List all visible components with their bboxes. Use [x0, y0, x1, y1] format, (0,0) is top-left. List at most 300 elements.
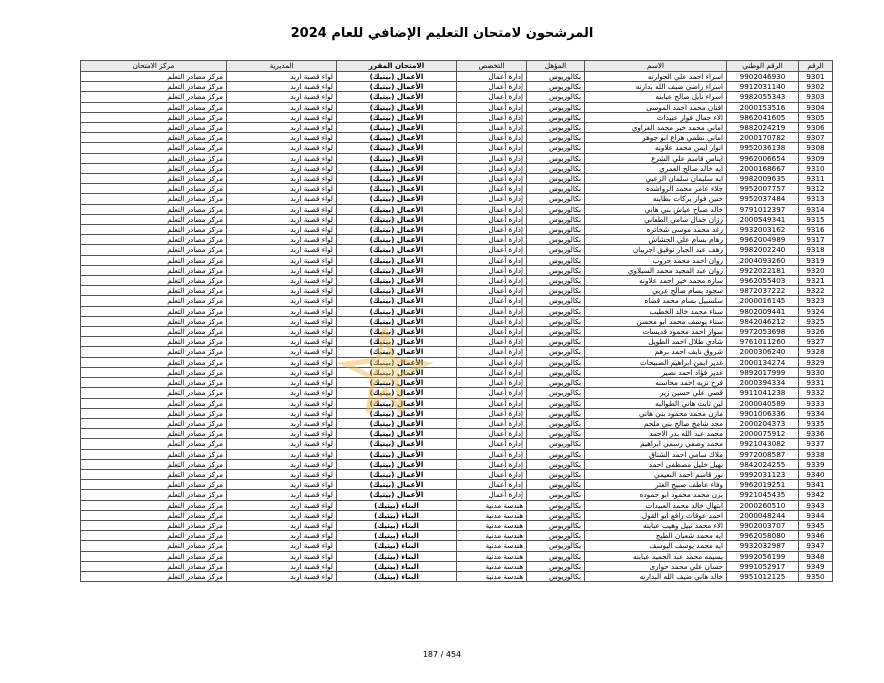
cell-national-id: 9892017999	[727, 367, 799, 377]
cell-name: محمد عبد الله بدر الاحمد	[585, 429, 727, 439]
cell-national-id: 2000394334	[727, 378, 799, 388]
cell-directorate: لواء قصبة اربد	[227, 378, 337, 388]
cell-national-id: 9962019251	[727, 480, 799, 490]
cell-qualification: بكالوريوس	[527, 82, 585, 92]
table-row	[81, 418, 833, 428]
cell-specialization: هندسة مدنية	[457, 541, 527, 551]
cell-national-id: 2000134274	[727, 357, 799, 367]
cell-national-id: 2000549341	[727, 214, 799, 224]
cell-name: سناء محمد خالد الخطيب	[585, 306, 727, 316]
table-body	[81, 72, 833, 582]
cell-exam: الأعمال (بيتيك)	[337, 398, 457, 408]
table-row	[81, 163, 833, 173]
cell-qualification: بكالوريوس	[527, 429, 585, 439]
table-row	[81, 449, 833, 459]
table-row	[81, 469, 833, 479]
cell-qualification: بكالوريوس	[527, 184, 585, 194]
cell-seq: 9313	[799, 194, 833, 204]
cell-national-id: 2000016145	[727, 296, 799, 306]
cell-seq: 9318	[799, 245, 833, 255]
cell-name: ايه سليمان سلمان الزعبي	[585, 174, 727, 184]
cell-exam-center: مركز مصادر التعلم	[81, 469, 227, 479]
cell-national-id: 9902003707	[727, 520, 799, 530]
cell-seq: 9330	[799, 367, 833, 377]
cell-name: رغد محمد موسى شخاتره	[585, 225, 727, 235]
cell-national-id: 9962058080	[727, 531, 799, 541]
cell-seq: 9327	[799, 337, 833, 347]
cell-name: سوار احمد محمود قديسات	[585, 327, 727, 337]
cell-qualification: بكالوريوس	[527, 286, 585, 296]
cell-exam-center: مركز مصادر التعلم	[81, 276, 227, 286]
cell-seq: 9347	[799, 541, 833, 551]
cell-seq: 9312	[799, 184, 833, 194]
cell-name: نهيل خليل مصطفى احمد	[585, 459, 727, 469]
cell-name: احمد عوقات رافع ابو القول	[585, 510, 727, 520]
cell-specialization: إدارة أعمال	[457, 439, 527, 449]
cell-name: اسراء راضي ضيف الله بدارنه	[585, 82, 727, 92]
cell-qualification: بكالوريوس	[527, 551, 585, 561]
cell-directorate: لواء قصبة اربد	[227, 408, 337, 418]
cell-qualification: بكالوريوس	[527, 408, 585, 418]
table-row	[81, 194, 833, 204]
cell-directorate: لواء قصبة اربد	[227, 367, 337, 377]
cell-name: يزن محمد محمود ابو حموده	[585, 490, 727, 500]
cell-seq: 9335	[799, 418, 833, 428]
cell-name: ملاك سامي احمد الشناق	[585, 449, 727, 459]
cell-seq: 9324	[799, 306, 833, 316]
cell-exam: البناء (بيتيك)	[337, 561, 457, 571]
cell-name: ايناس قاسم علي الشرع	[585, 153, 727, 163]
cell-qualification: بكالوريوس	[527, 296, 585, 306]
cell-name: رزان جمال سامي الطعاني	[585, 214, 727, 224]
cell-national-id: 9862041605	[727, 112, 799, 122]
cell-qualification: بكالوريوس	[527, 245, 585, 255]
cell-qualification: بكالوريوس	[527, 194, 585, 204]
cell-national-id: 9962004989	[727, 235, 799, 245]
table-row	[81, 378, 833, 388]
cell-directorate: لواء قصبة اربد	[227, 133, 337, 143]
cell-name: بسيمه محمد عبد الحميد عبابنه	[585, 551, 727, 561]
cell-specialization: هندسة مدنية	[457, 561, 527, 571]
cell-exam-center: مركز مصادر التعلم	[81, 388, 227, 398]
cell-exam: الأعمال (بيتيك)	[337, 408, 457, 418]
cell-qualification: بكالوريوس	[527, 459, 585, 469]
cell-directorate: لواء قصبة اربد	[227, 194, 337, 204]
cell-exam-center: مركز مصادر التعلم	[81, 347, 227, 357]
cell-exam: الأعمال (بيتيك)	[337, 429, 457, 439]
cell-exam-center: مركز مصادر التعلم	[81, 418, 227, 428]
cell-directorate: لواء قصبة اربد	[227, 429, 337, 439]
cell-seq: 9325	[799, 316, 833, 326]
cell-exam-center: مركز مصادر التعلم	[81, 367, 227, 377]
cell-directorate: لواء قصبة اربد	[227, 255, 337, 265]
cell-directorate: لواء قصبة اربد	[227, 276, 337, 286]
cell-qualification: بكالوريوس	[527, 480, 585, 490]
cell-exam: البناء (بيتيك)	[337, 510, 457, 520]
cell-seq: 9350	[799, 571, 833, 581]
cell-name: ايه محمد يوسف اليوسف	[585, 541, 727, 551]
cell-exam: الأعمال (بيتيك)	[337, 316, 457, 326]
table-row	[81, 571, 833, 581]
table-row	[81, 429, 833, 439]
cell-seq: 9323	[799, 296, 833, 306]
cell-directorate: لواء قصبة اربد	[227, 102, 337, 112]
cell-specialization: إدارة أعمال	[457, 296, 527, 306]
header-national-id: الرقم الوطني	[727, 61, 799, 72]
cell-seq: 9322	[799, 286, 833, 296]
cell-exam: الأعمال (بيتيك)	[337, 163, 457, 173]
cell-specialization: إدارة أعمال	[457, 388, 527, 398]
cell-qualification: بكالوريوس	[527, 327, 585, 337]
cell-specialization: إدارة أعمال	[457, 204, 527, 214]
cell-exam: البناء (بيتيك)	[337, 520, 457, 530]
cell-national-id: 9992031123	[727, 469, 799, 479]
cell-national-id: 9802009441	[727, 306, 799, 316]
table-row	[81, 123, 833, 133]
cell-qualification: بكالوريوس	[527, 347, 585, 357]
cell-seq: 9343	[799, 500, 833, 510]
cell-seq: 9320	[799, 265, 833, 275]
cell-specialization: إدارة أعمال	[457, 143, 527, 153]
cell-seq: 9309	[799, 153, 833, 163]
cell-specialization: إدارة أعمال	[457, 163, 527, 173]
table-row	[81, 204, 833, 214]
cell-directorate: لواء قصبة اربد	[227, 72, 337, 82]
table-row	[81, 276, 833, 286]
cell-seq: 9308	[799, 143, 833, 153]
cell-specialization: إدارة أعمال	[457, 327, 527, 337]
cell-exam-center: مركز مصادر التعلم	[81, 112, 227, 122]
cell-qualification: بكالوريوس	[527, 469, 585, 479]
table-row	[81, 551, 833, 561]
cell-national-id: 9872037222	[727, 286, 799, 296]
cell-name: اسراء نايل صالح عبابنه	[585, 92, 727, 102]
table-row	[81, 327, 833, 337]
cell-seq: 9349	[799, 561, 833, 571]
cell-qualification: بكالوريوس	[527, 163, 585, 173]
cell-name: مجد شامخ صالح بني ملحم	[585, 418, 727, 428]
cell-exam-center: مركز مصادر التعلم	[81, 551, 227, 561]
cell-specialization: إدارة أعمال	[457, 255, 527, 265]
cell-exam-center: مركز مصادر التعلم	[81, 255, 227, 265]
cell-qualification: بكالوريوس	[527, 92, 585, 102]
cell-exam-center: مركز مصادر التعلم	[81, 571, 227, 581]
table-row	[81, 153, 833, 163]
cell-seq: 9314	[799, 204, 833, 214]
cell-exam: الأعمال (بيتيك)	[337, 174, 457, 184]
cell-national-id: 9962006654	[727, 153, 799, 163]
cell-name: ايه خالد صالح العمري	[585, 163, 727, 173]
cell-directorate: لواء قصبة اربد	[227, 214, 337, 224]
cell-exam-center: مركز مصادر التعلم	[81, 184, 227, 194]
cell-exam: الأعمال (بيتيك)	[337, 92, 457, 102]
cell-qualification: بكالوريوس	[527, 398, 585, 408]
cell-directorate: لواء قصبة اربد	[227, 143, 337, 153]
cell-qualification: بكالوريوس	[527, 306, 585, 316]
cell-qualification: بكالوريوس	[527, 276, 585, 286]
cell-specialization: إدارة أعمال	[457, 337, 527, 347]
cell-seq: 9319	[799, 255, 833, 265]
cell-specialization: إدارة أعمال	[457, 418, 527, 428]
cell-name: اسراء احمد علي الجوارنه	[585, 72, 727, 82]
cell-exam-center: مركز مصادر التعلم	[81, 459, 227, 469]
cell-seq: 9338	[799, 449, 833, 459]
header-exam: الامتحان المقرر	[337, 61, 457, 72]
cell-specialization: إدارة أعمال	[457, 123, 527, 133]
cell-exam: الأعمال (بيتيك)	[337, 296, 457, 306]
cell-name: ايه محمد شعبان الطبح	[585, 531, 727, 541]
cell-exam: الأعمال (بيتيك)	[337, 357, 457, 367]
cell-specialization: إدارة أعمال	[457, 184, 527, 194]
cell-exam: الأعمال (بيتيك)	[337, 82, 457, 92]
cell-directorate: لواء قصبة اربد	[227, 123, 337, 133]
cell-national-id: 9952007757	[727, 184, 799, 194]
cell-seq: 9337	[799, 439, 833, 449]
cell-national-id: 9882024219	[727, 123, 799, 133]
cell-seq: 9306	[799, 123, 833, 133]
cell-exam-center: مركز مصادر التعلم	[81, 327, 227, 337]
cell-seq: 9301	[799, 72, 833, 82]
cell-specialization: إدارة أعمال	[457, 490, 527, 500]
cell-exam: الأعمال (بيتيك)	[337, 347, 457, 357]
cell-exam: الأعمال (بيتيك)	[337, 388, 457, 398]
cell-name: جلاء عامر محمد الرواشده	[585, 184, 727, 194]
cell-specialization: إدارة أعمال	[457, 316, 527, 326]
cell-exam: الأعمال (بيتيك)	[337, 133, 457, 143]
cell-exam: الأعمال (بيتيك)	[337, 153, 457, 163]
cell-national-id: 9921045435	[727, 490, 799, 500]
cell-qualification: بكالوريوس	[527, 439, 585, 449]
cell-exam-center: مركز مصادر التعلم	[81, 92, 227, 102]
cell-name: رهام بسام علي الحشاش	[585, 235, 727, 245]
cell-exam: الأعمال (بيتيك)	[337, 112, 457, 122]
cell-national-id: 2000260510	[727, 500, 799, 510]
page-number: 187 / 454	[422, 650, 462, 659]
cell-name: فرح نزيه احمد محاسنه	[585, 378, 727, 388]
cell-exam-center: مركز مصادر التعلم	[81, 439, 227, 449]
cell-specialization: إدارة أعمال	[457, 480, 527, 490]
cell-national-id: 9952037484	[727, 194, 799, 204]
cell-name: خالد صباح عياش بني هاني	[585, 204, 727, 214]
cell-exam-center: مركز مصادر التعلم	[81, 357, 227, 367]
cell-exam: البناء (بيتيك)	[337, 551, 457, 561]
cell-exam-center: مركز مصادر التعلم	[81, 500, 227, 510]
cell-name: شروق نايف احمد برهم	[585, 347, 727, 357]
cell-exam-center: مركز مصادر التعلم	[81, 561, 227, 571]
cell-exam-center: مركز مصادر التعلم	[81, 194, 227, 204]
cell-national-id: 9791012397	[727, 204, 799, 214]
cell-name: افنان محمد احمد الموسى	[585, 102, 727, 112]
cell-qualification: بكالوريوس	[527, 378, 585, 388]
cell-exam: الأعمال (بيتيك)	[337, 469, 457, 479]
cell-name: روان عبد المجيد محمد السيلاوي	[585, 265, 727, 275]
cell-exam-center: مركز مصادر التعلم	[81, 429, 227, 439]
cell-national-id: 9902046930	[727, 72, 799, 82]
cell-directorate: لواء قصبة اربد	[227, 571, 337, 581]
table-row	[81, 306, 833, 316]
cell-qualification: بكالوريوس	[527, 72, 585, 82]
table-row	[81, 265, 833, 275]
cell-exam: الأعمال (بيتيك)	[337, 286, 457, 296]
cell-directorate: لواء قصبة اربد	[227, 561, 337, 571]
table-row	[81, 225, 833, 235]
table-row	[81, 82, 833, 92]
cell-qualification: بكالوريوس	[527, 204, 585, 214]
cell-qualification: بكالوريوس	[527, 531, 585, 541]
cell-qualification: بكالوريوس	[527, 225, 585, 235]
cell-directorate: لواء قصبة اربد	[227, 286, 337, 296]
cell-seq: 9315	[799, 214, 833, 224]
cell-national-id: 2000204373	[727, 418, 799, 428]
cell-specialization: إدارة أعمال	[457, 82, 527, 92]
cell-national-id: 9982002240	[727, 245, 799, 255]
cell-exam: الأعمال (بيتيك)	[337, 276, 457, 286]
cell-exam-center: مركز مصادر التعلم	[81, 204, 227, 214]
cell-exam: الأعمال (بيتيك)	[337, 459, 457, 469]
cell-national-id: 9761011260	[727, 337, 799, 347]
table-row	[81, 255, 833, 265]
table-row	[81, 541, 833, 551]
cell-directorate: لواء قصبة اربد	[227, 153, 337, 163]
cell-specialization: إدارة أعمال	[457, 214, 527, 224]
header-exam-center: مركز الامتحان	[81, 61, 227, 72]
cell-exam-center: مركز مصادر التعلم	[81, 72, 227, 82]
cell-directorate: لواء قصبة اربد	[227, 551, 337, 561]
cell-exam: الأعمال (بيتيك)	[337, 378, 457, 388]
cell-seq: 9305	[799, 112, 833, 122]
cell-exam-center: مركز مصادر التعلم	[81, 510, 227, 520]
cell-national-id: 2000075912	[727, 429, 799, 439]
cell-name: روان احمد محمد حروب	[585, 255, 727, 265]
cell-directorate: لواء قصبة اربد	[227, 174, 337, 184]
cell-specialization: إدارة أعمال	[457, 429, 527, 439]
cell-exam-center: مركز مصادر التعلم	[81, 82, 227, 92]
cell-qualification: بكالوريوس	[527, 316, 585, 326]
cell-qualification: بكالوريوس	[527, 418, 585, 428]
cell-directorate: لواء قصبة اربد	[227, 520, 337, 530]
table-row	[81, 296, 833, 306]
cell-seq: 9346	[799, 531, 833, 541]
cell-name: سناء يوسف محمد ابو محسن	[585, 316, 727, 326]
cell-exam-center: مركز مصادر التعلم	[81, 480, 227, 490]
cell-specialization: إدارة أعمال	[457, 408, 527, 418]
table-row	[81, 398, 833, 408]
cell-specialization: إدارة أعمال	[457, 286, 527, 296]
cell-specialization: هندسة مدنية	[457, 531, 527, 541]
cell-exam: الأعمال (بيتيك)	[337, 439, 457, 449]
cell-specialization: إدارة أعمال	[457, 245, 527, 255]
cell-exam-center: مركز مصادر التعلم	[81, 531, 227, 541]
cell-name: ساره محمد خير احمد علاونه	[585, 276, 727, 286]
cell-national-id: 9972008587	[727, 449, 799, 459]
cell-name: الاء جمال فواز عبيدات	[585, 112, 727, 122]
cell-exam-center: مركز مصادر التعلم	[81, 398, 227, 408]
cell-exam-center: مركز مصادر التعلم	[81, 408, 227, 418]
cell-name: حسان علي محمد حوارى	[585, 561, 727, 571]
cell-directorate: لواء قصبة اربد	[227, 235, 337, 245]
cell-exam: الأعمال (بيتيك)	[337, 306, 457, 316]
cell-national-id: 9972053698	[727, 327, 799, 337]
cell-name: الاء محمد نبيل وهيب عبابنه	[585, 520, 727, 530]
cell-exam: الأعمال (بيتيك)	[337, 72, 457, 82]
cell-national-id: 9962055403	[727, 276, 799, 286]
cell-name: انوار ايمن محمد علاونه	[585, 143, 727, 153]
table-row	[81, 184, 833, 194]
document-title: المرشحون لامتحان التعليم الإضافي للعام 2024	[290, 26, 594, 41]
cell-exam: الأعمال (بيتيك)	[337, 245, 457, 255]
cell-exam: البناء (بيتيك)	[337, 571, 457, 581]
cell-specialization: إدارة أعمال	[457, 306, 527, 316]
cell-qualification: بكالوريوس	[527, 255, 585, 265]
cell-specialization: إدارة أعمال	[457, 459, 527, 469]
cell-directorate: لواء قصبة اربد	[227, 184, 337, 194]
cell-seq: 9326	[799, 327, 833, 337]
cell-qualification: بكالوريوس	[527, 112, 585, 122]
cell-directorate: لواء قصبة اربد	[227, 327, 337, 337]
cell-directorate: لواء قصبة اربد	[227, 398, 337, 408]
cell-specialization: هندسة مدنية	[457, 510, 527, 520]
table-row	[81, 367, 833, 377]
cell-specialization: إدارة أعمال	[457, 357, 527, 367]
cell-national-id: 9932032987	[727, 541, 799, 551]
cell-exam: الأعمال (بيتيك)	[337, 102, 457, 112]
table-row	[81, 235, 833, 245]
cell-national-id: 9951012125	[727, 571, 799, 581]
cell-national-id: 9901006336	[727, 408, 799, 418]
cell-national-id: 9932003162	[727, 225, 799, 235]
cell-specialization: إدارة أعمال	[457, 133, 527, 143]
cell-exam-center: مركز مصادر التعلم	[81, 214, 227, 224]
cell-directorate: لواء قصبة اربد	[227, 245, 337, 255]
cell-exam-center: مركز مصادر التعلم	[81, 286, 227, 296]
cell-specialization: إدارة أعمال	[457, 225, 527, 235]
cell-directorate: لواء قصبة اربد	[227, 337, 337, 347]
cell-qualification: بكالوريوس	[527, 388, 585, 398]
cell-directorate: لواء قصبة اربد	[227, 92, 337, 102]
cell-national-id: 2000170782	[727, 133, 799, 143]
table-row	[81, 133, 833, 143]
cell-specialization: إدارة أعمال	[457, 378, 527, 388]
cell-directorate: لواء قصبة اربد	[227, 388, 337, 398]
cell-qualification: بكالوريوس	[527, 235, 585, 245]
cell-seq: 9329	[799, 357, 833, 367]
cell-national-id: 9921043082	[727, 439, 799, 449]
cell-seq: 9341	[799, 480, 833, 490]
cell-seq: 9333	[799, 398, 833, 408]
cell-exam-center: مركز مصادر التعلم	[81, 378, 227, 388]
cell-name: سلسبيل بسام محمد قضاه	[585, 296, 727, 306]
cell-exam-center: مركز مصادر التعلم	[81, 163, 227, 173]
cell-national-id: 2004093260	[727, 255, 799, 265]
cell-exam: الأعمال (بيتيك)	[337, 490, 457, 500]
cell-specialization: إدارة أعمال	[457, 469, 527, 479]
cell-exam: الأعمال (بيتيك)	[337, 204, 457, 214]
cell-name: غدير فؤاد احمد نصير	[585, 367, 727, 377]
table-row	[81, 316, 833, 326]
candidates-table	[80, 60, 833, 582]
cell-name: محمد وصفي رسمي ابراهيم	[585, 439, 727, 449]
cell-seq: 9332	[799, 388, 833, 398]
cell-seq: 9348	[799, 551, 833, 561]
cell-specialization: هندسة مدنية	[457, 571, 527, 581]
cell-qualification: بكالوريوس	[527, 214, 585, 224]
cell-directorate: لواء قصبة اربد	[227, 112, 337, 122]
cell-national-id: 9922022181	[727, 265, 799, 275]
cell-exam: الأعمال (بيتيك)	[337, 449, 457, 459]
cell-national-id: 9911041238	[727, 388, 799, 398]
cell-qualification: بكالوريوس	[527, 153, 585, 163]
cell-name: سجود بسام صالح عربي	[585, 286, 727, 296]
